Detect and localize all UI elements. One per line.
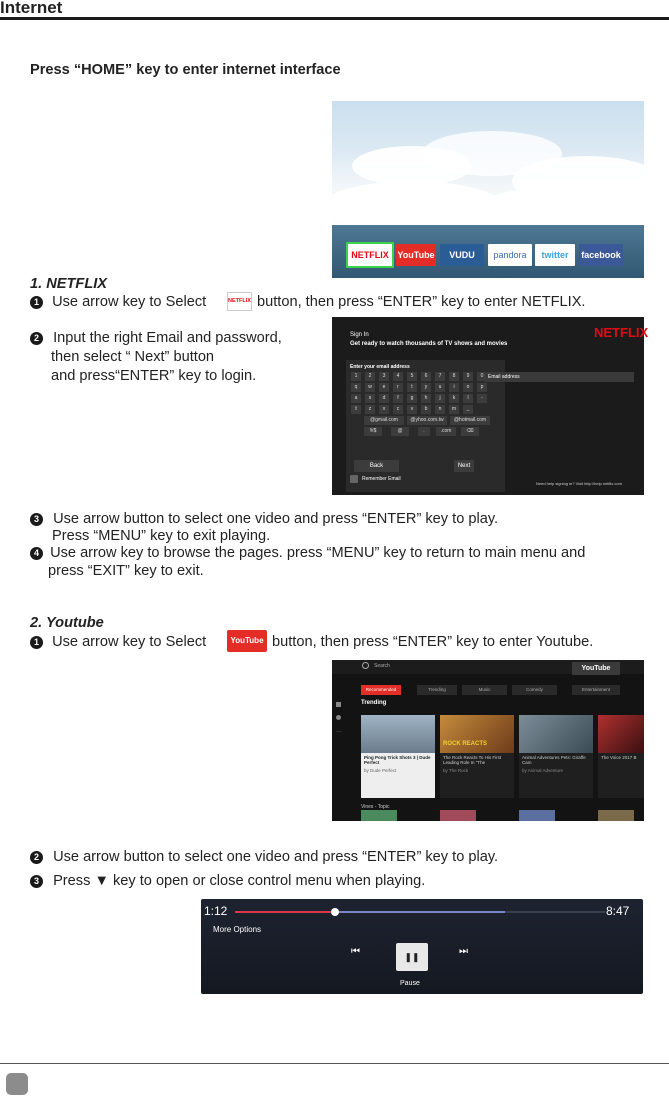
youtube-step-3-post: key to open or close control menu when playing. <box>112 873 426 889</box>
youtube-step-2-text: Use arrow button to select one video and press “ENTER” key to play. <box>53 849 499 865</box>
keyboard-key[interactable]: u <box>435 383 445 392</box>
keyboard-key[interactable]: k <box>449 394 459 403</box>
keyboard-key[interactable]: 3 <box>379 372 389 381</box>
youtube-button-icon: YouTube <box>227 630 267 652</box>
vine-thumb-2[interactable] <box>440 810 476 821</box>
keyboard-key[interactable]: 7 <box>435 372 445 381</box>
video-card-4[interactable] <box>598 753 644 798</box>
tab-entertainment[interactable]: Entertainment <box>572 685 620 695</box>
step-marker: 3 <box>30 875 43 888</box>
keyboard-key[interactable]: v <box>407 405 417 414</box>
vine-thumb-1[interactable] <box>361 810 397 821</box>
help-text: Need help signing in? Visit http://help.netflix.com <box>536 481 622 486</box>
search-icon <box>362 662 369 669</box>
footer-rule <box>0 1063 669 1064</box>
next-button[interactable]: Next <box>454 460 474 472</box>
next-icon[interactable]: ⏭ <box>459 946 468 957</box>
netflix-step-1-pre: Use arrow key to Select <box>52 294 207 310</box>
netflix-step-1-post: button, then press “ENTER” key to enter NETFLIX. <box>257 294 586 310</box>
app-tile-facebook[interactable]: facebook <box>579 244 623 266</box>
youtube-screen <box>332 660 644 821</box>
step-marker: 2 <box>30 851 43 864</box>
keyboard-key[interactable]: e <box>379 383 389 392</box>
keyboard-special-key[interactable]: @ <box>391 427 409 436</box>
video-card-1[interactable] <box>361 753 435 798</box>
keyboard-special-key[interactable]: . <box>418 427 430 436</box>
keyboard-domain-key[interactable]: @hotmail.com <box>450 416 490 425</box>
youtube-logo: YouTube <box>572 662 620 675</box>
youtube-step-3-pre: Press <box>53 873 91 889</box>
keyboard-key[interactable]: h <box>421 394 431 403</box>
pause-label: Pause <box>400 980 420 987</box>
keyboard-key[interactable]: d <box>379 394 389 403</box>
netflix-step-3-line-1: Use arrow button to select one video and press “ENTER” key to play. <box>53 511 499 527</box>
youtube-section-title: Trending <box>361 700 387 706</box>
enter-email-label: Enter your email address <box>350 364 410 370</box>
keyboard-special-key[interactable]: .com <box>436 427 456 436</box>
keyboard-key[interactable]: j <box>435 394 445 403</box>
progress-knob[interactable] <box>331 908 339 916</box>
video-meta: by Animal Adventure <box>522 768 564 773</box>
keyboard-key[interactable]: a <box>351 394 361 403</box>
keyboard-key[interactable]: c <box>393 405 403 414</box>
keyboard-key[interactable]: ⇧ <box>351 405 361 414</box>
progress-track[interactable] <box>235 911 605 913</box>
video-card-2[interactable] <box>440 753 514 798</box>
youtube-step-1-post: button, then press “ENTER” key to enter Youtube. <box>272 634 594 650</box>
youtube-step-2 <box>30 848 498 866</box>
keyboard-key[interactable]: 2 <box>365 372 375 381</box>
more-options[interactable]: More Options <box>213 925 262 934</box>
down-arrow-icon: ▼ <box>94 873 109 889</box>
total-time: 8:47 <box>606 904 630 918</box>
netflix-step-3 <box>30 510 498 528</box>
keyboard-key[interactable]: p <box>477 383 487 392</box>
video-thumb-4[interactable] <box>598 715 644 753</box>
netflix-step-2-line-3: and press“ENTER” key to login. <box>51 368 257 384</box>
keyboard-key[interactable]: 8 <box>449 372 459 381</box>
netflix-sign-in-label: Sign In <box>350 332 369 338</box>
vine-thumb-4[interactable] <box>598 810 634 821</box>
netflix-signin-screen <box>332 317 649 495</box>
keyboard-key[interactable]: f <box>393 394 403 403</box>
keyboard-special-key[interactable]: ⌫ <box>461 427 479 436</box>
keyboard-key[interactable]: z <box>365 405 375 414</box>
netflix-logo: NETFLIX <box>594 325 649 340</box>
keyboard-domain-key[interactable]: @gmail.com <box>364 416 404 425</box>
step-marker: 3 <box>30 513 43 526</box>
keyboard-key[interactable]: _ <box>463 405 473 414</box>
video-title: The Rock Reacts To His First Leading Role In "The <box>443 755 502 765</box>
remember-email-label: Remember Email <box>362 476 401 482</box>
vine-thumb-3[interactable] <box>519 810 555 821</box>
tab-comedy[interactable]: Comedy <box>512 685 557 695</box>
thumb-caption: ROCK REACTS <box>443 741 488 747</box>
netflix-keyboard-panel <box>346 360 505 492</box>
keyboard-key[interactable]: n <box>435 405 445 414</box>
player-control-panel <box>201 899 643 994</box>
keyboard-key[interactable]: 5 <box>407 372 417 381</box>
email-field[interactable]: Email address <box>485 372 634 382</box>
keyboard <box>346 372 496 432</box>
page-title: Internet <box>0 0 63 17</box>
netflix-step-1 <box>30 293 206 311</box>
account-icon <box>336 715 341 720</box>
keyboard-key[interactable]: y <box>421 383 431 392</box>
back-button[interactable]: Back <box>354 460 399 472</box>
netflix-step-2 <box>30 329 282 347</box>
video-title: The Voice 2017 B <box>601 755 637 760</box>
video-meta: by The Rock <box>443 768 469 773</box>
progress-played <box>235 911 335 913</box>
keyboard-key[interactable]: q <box>351 383 361 392</box>
keyboard-key[interactable]: 6 <box>421 372 431 381</box>
video-card-3[interactable] <box>519 753 593 798</box>
tab-trending[interactable]: Trending <box>417 685 457 695</box>
remember-checkbox[interactable] <box>350 475 358 483</box>
keyboard-key[interactable]: b <box>421 405 431 414</box>
intro-text: Press “HOME” key to enter internet interface <box>30 62 341 78</box>
video-thumb-2[interactable] <box>440 715 514 753</box>
keyboard-key[interactable]: - <box>477 394 487 403</box>
keyboard-key[interactable]: s <box>365 394 375 403</box>
video-thumb-1[interactable] <box>361 715 435 753</box>
keyboard-special-key[interactable]: !#$ <box>364 427 382 436</box>
video-title: Ping Pong Trick Shots 3 | Dude Perfect <box>364 755 431 765</box>
header-rule <box>0 17 669 20</box>
keyboard-key[interactable]: t <box>407 383 417 392</box>
elapsed-time: 1:12 <box>204 904 228 918</box>
pause-button[interactable] <box>396 943 428 971</box>
keyboard-key[interactable]: 9 <box>463 372 473 381</box>
netflix-button-icon: NETFLIX <box>227 292 252 311</box>
keyboard-key[interactable]: o <box>463 383 473 392</box>
step-marker: 4 <box>30 547 43 560</box>
keyboard-key[interactable]: 1 <box>351 372 361 381</box>
youtube-step-1-pre: Use arrow key to Select <box>52 634 207 650</box>
step-marker: 1 <box>30 296 43 309</box>
pause-icon: ❚❚ <box>404 952 420 962</box>
home-app-bar <box>332 225 644 278</box>
keyboard-key[interactable]: l <box>463 394 473 403</box>
app-tile-youtube[interactable]: YouTube <box>396 244 436 266</box>
keyboard-key[interactable]: 4 <box>393 372 403 381</box>
netflix-tagline: Get ready to watch thousands of TV shows and movies <box>350 341 508 347</box>
keyboard-key[interactable]: w <box>365 383 375 392</box>
youtube-section-2: Vines - Topic <box>361 804 390 810</box>
netflix-step-2-line-2: then select “ Next” button <box>51 349 215 365</box>
app-tile-netflix[interactable]: NETFLIX <box>346 242 394 268</box>
keyboard-key[interactable]: r <box>393 383 403 392</box>
previous-icon[interactable]: ⏮ <box>351 946 360 957</box>
youtube-step-1 <box>30 633 206 651</box>
netflix-step-2-line-1: Input the right Email and password, <box>53 330 282 346</box>
step-marker: 2 <box>30 332 43 345</box>
home-screen-sky <box>332 101 644 225</box>
more-icon: … <box>336 728 342 734</box>
keyboard-key[interactable]: 0 <box>477 372 487 381</box>
netflix-step-4-line-1: Use arrow key to browse the pages. press “MENU” key to return to main menu and <box>50 545 586 561</box>
keyboard-key[interactable]: g <box>407 394 417 403</box>
netflix-step-4-line-2: press “EXIT” key to exit. <box>48 563 204 579</box>
keyboard-key[interactable]: x <box>379 405 389 414</box>
netflix-step-3-line-2: Press “MENU” key to exit playing. <box>52 528 271 544</box>
tab-recommended[interactable]: Recommended <box>361 685 401 695</box>
video-thumb-3[interactable] <box>519 715 593 753</box>
keyboard-key[interactable]: m <box>449 405 459 414</box>
home-icon <box>336 702 341 707</box>
netflix-step-4 <box>30 544 585 562</box>
video-title: Animal Adventures Pets: Giraffe Cam <box>522 755 586 765</box>
netflix-heading: 1. NETFLIX <box>30 276 108 292</box>
keyboard-key[interactable]: i <box>449 383 459 392</box>
page-number-box <box>6 1073 28 1095</box>
youtube-heading: 2. Youtube <box>30 615 104 631</box>
app-tile-twitter[interactable]: twitter <box>535 244 575 266</box>
tab-music[interactable]: Music <box>462 685 507 695</box>
step-marker: 1 <box>30 636 43 649</box>
app-tile-vudu[interactable]: VUDU <box>440 244 484 266</box>
youtube-search[interactable]: Search <box>374 663 390 669</box>
youtube-step-3 <box>30 872 425 890</box>
app-tile-pandora[interactable]: pandora <box>488 244 532 266</box>
keyboard-domain-key[interactable]: @yhoo.com.tw <box>407 416 447 425</box>
video-meta: by Dude Perfect <box>364 768 397 773</box>
